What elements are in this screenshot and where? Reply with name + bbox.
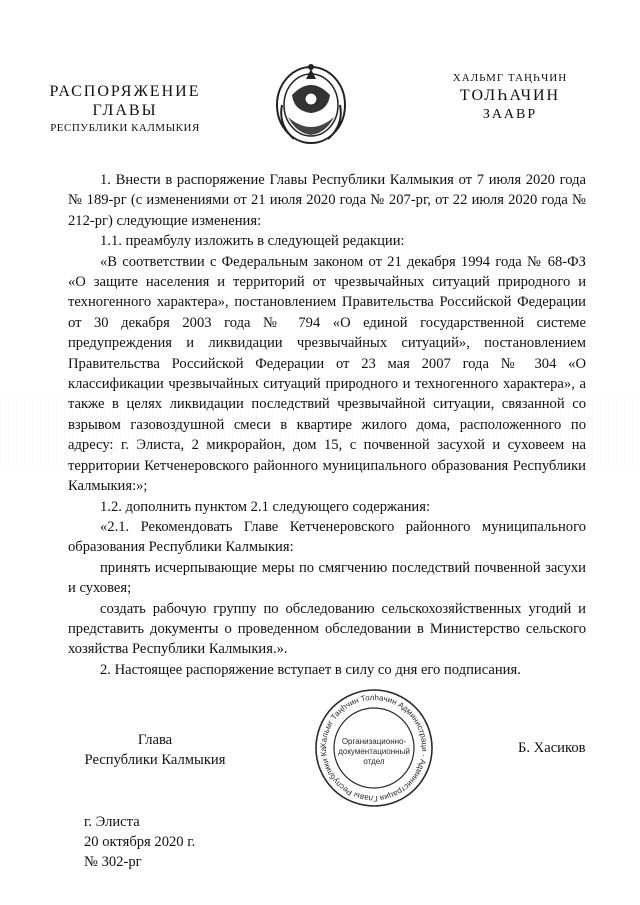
kalmyk-head-title: ТОЛҺАЧИН bbox=[459, 86, 561, 104]
paragraph-1: 1. Внести в распоряжение Главы Республики Калмыкия от 7 июля 2020 года № 189-рг (с изменениями от 21 июля 2020 года № 207-рг, от 22 июля 2020 года № 212-рг) следующие изменения: bbox=[68, 172, 586, 229]
coat-of-arms-emblem bbox=[270, 55, 352, 147]
republic-name: РЕСПУБЛИКИ КАЛМЫКИЯ bbox=[50, 122, 200, 135]
stamp-center-line3: отдел bbox=[363, 757, 385, 766]
document-body bbox=[68, 170, 586, 680]
doc-type-subtitle: ГЛАВЫ bbox=[92, 102, 158, 120]
kalmyk-republic-name: ХАЛЬМГ ТАҢҺЧИН bbox=[452, 72, 568, 84]
document-date: 20 октября 2020 г. bbox=[84, 834, 196, 850]
kalmyk-order-title: ЗААВР bbox=[482, 106, 538, 122]
stamp-center-line1: Организационно- bbox=[341, 737, 407, 746]
paragraph-preamble: «В соответствии с Федеральным законом от 21 декабря 1994 года № 68-ФЗ «О защите населения и территорий от чрезвычайных ситуаций природного и техногенного характера», постановлением Правительства Российской Федерации от 30 декабря 2003 года № 794 «О единой государственной системе предупреждения и ликвидации чрезвычайных ситуаций», постановлением Правительства Российской Федерации от 23 мая 2007 года № 304 «О классификации чрезвычайных ситуаций природного и техногенного характера», а также в целях ликвидации последствий чрезвычайной ситуации, связанной со взрывом газовоздушной смеси в квартире жилого дома, расположенного по адресу: г. Элиста, 2 микрорайон, дом 15, с почвенной засухой и суховеем на территории Кетченеровского районного муниципального образования Республики Калмыкия:»; bbox=[68, 253, 586, 495]
official-stamp bbox=[312, 686, 436, 810]
paragraph-measures: принять исчерпывающие меры по смягчению последствий почвенной засухи и суховея; bbox=[68, 559, 586, 597]
paragraph-2-1: «2.1. Рекомендовать Главе Кетченеровского районного муниципального образования Республики Калмыкия: bbox=[68, 518, 586, 556]
paragraph-1-2: 1.2. дополнить пунктом 2.1 следующего содержания: bbox=[100, 498, 431, 515]
signatory-title-line1: Глава bbox=[137, 732, 173, 748]
city: г. Элиста bbox=[84, 814, 140, 830]
signatory-name: Б. Хасиков bbox=[518, 740, 586, 756]
signatory-title-line2: Республики Калмыкия bbox=[84, 752, 226, 768]
header-right bbox=[440, 72, 580, 123]
document-number: № 302-рг bbox=[84, 854, 142, 870]
stamp-center-line2: документационный bbox=[338, 747, 410, 756]
header-left bbox=[30, 82, 220, 136]
document-footer bbox=[84, 812, 195, 872]
doc-type-title: РАСПОРЯЖЕНИЕ bbox=[49, 83, 201, 100]
paragraph-2: 2. Настоящее распоряжение вступает в силу со дня его подписания. bbox=[100, 661, 521, 678]
paragraph-working-group: создать рабочую группу по обследованию сельскохозяйственных угодий и представить документы о проведенном обследовании в Министерство сельского хозяйства Республики Калмыкия.». bbox=[68, 600, 586, 658]
stamp-ring-text: Хальмг Таңһчин Толһачин Администраци · Администрация Главы Республики Ка bbox=[318, 692, 430, 804]
signatory-title bbox=[80, 730, 230, 770]
paragraph-1-1: 1.1. преамбулу изложить в следующей редакции: bbox=[100, 233, 405, 250]
